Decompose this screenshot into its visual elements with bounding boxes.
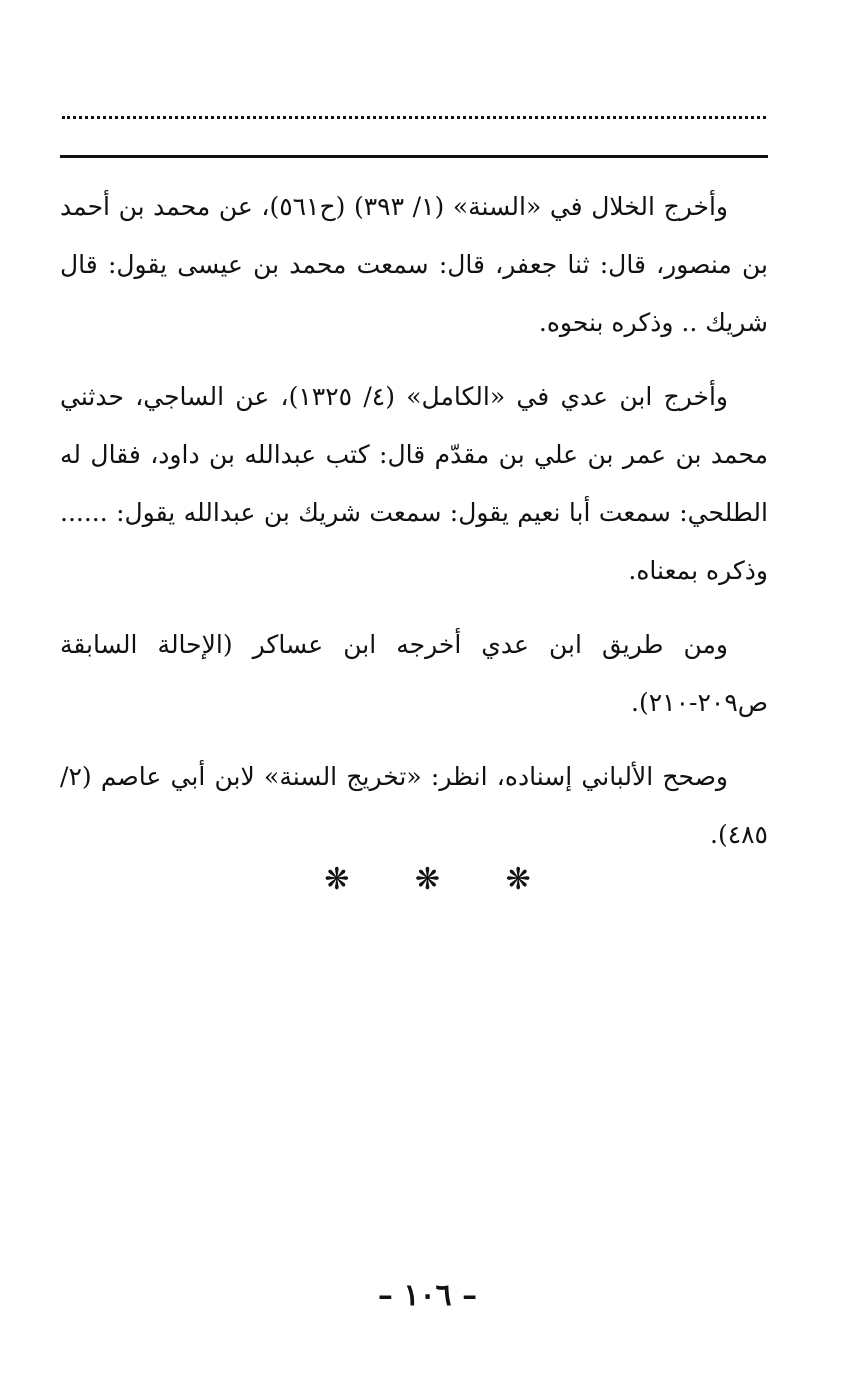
paragraph-albani: وصحح الألباني إسناده، انظر: «تخريج السنة» لابن أبي عاصم (٢/ ٤٨٥). xyxy=(60,762,768,849)
star-icon: ❋ xyxy=(414,862,441,897)
page-number: – ١٠٦ – xyxy=(377,1278,478,1313)
footnote-text xyxy=(60,178,768,880)
paragraph-ibn-adi: وأخرج ابن عدي في «الكامل» (٤/ ١٣٢٥)، عن الساجي، حدثني محمد بن عمر بن علي بن مقدّم قال: كتب عبدالله بن داود، فقال له الطلحي: سمعت أبا نعيم يقول: سمعت شريك بن عبدالله يقول: ...... وذكره بمعناه. xyxy=(60,382,768,585)
paragraph-ibn-asakir: ومن طريق ابن عدي أخرجه ابن عساكر (الإحالة السابقة ص٢٠٩-٢١٠). xyxy=(60,630,768,717)
paragraph-khallal: وأخرج الخلال في «السنة» (١/ ٣٩٣) (ح٥٦١)، عن محمد بن أحمد بن منصور، قال: ثنا جعفر، قال: سمعت محمد بن عيسى يقول: قال شريك .. وذكره بنحوه. xyxy=(60,192,768,337)
star-icon: ❋ xyxy=(505,862,531,897)
footnote-dotted-separator xyxy=(62,116,766,119)
star-icon: ❋ xyxy=(324,862,350,897)
footnote-rule xyxy=(60,155,768,158)
section-separator xyxy=(0,862,855,897)
